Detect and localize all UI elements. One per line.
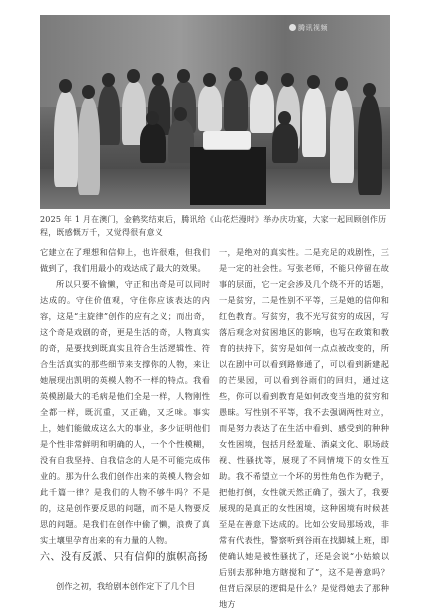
event-photo: [40, 15, 390, 209]
celebration-cake: [203, 131, 251, 149]
cake-table: [190, 147, 266, 205]
person-head: [152, 73, 164, 86]
person-head: [59, 79, 72, 93]
person-head: [281, 73, 294, 87]
person-head: [255, 71, 268, 85]
person-figure: [250, 83, 274, 133]
person-figure: [54, 91, 78, 187]
person-figure: [302, 87, 326, 157]
person-head: [174, 107, 187, 121]
person-head: [335, 77, 348, 91]
person-head: [278, 111, 291, 125]
tencent-video-logo-icon: [289, 24, 296, 31]
photo-caption: 2025 年 1 月在澳门，金鹤奖结束后，腾讯给《山花烂漫时》举办庆功宴，大家一起回顾创作历程，既感慨万千，又觉得很有意义: [40, 215, 387, 237]
left-paragraph-2: 所以只要不偷懒，守正和出奇是可以同时达成的。守住价值观，守住你应该表达的内容，这是“主旋律”创作的应有之义；而出奇，这个奇是戏剧的奇，更是生活的奇，人物真实的奇，是要找到既真实且符合生活逻辑性、符合生活真实的那些细节来支撑你的人物，来让她展现出凯明的英模人物不一样的特点。我看英模剧最大的毛病是他们全是一样，人物刚性全都一样，既沉重，又正确，又乏味。事实上，她们能做成这么大的事业，多少证明他们是个性非常鲜明和明确的人，一个个性模糊，没有自我坚持、自我信念的人是不可能完成伟业的。那为什么我们创作出来的英模人物会如此千篇一律？是我们的人物不够牛吗？不是的，这是创作要反思的问题，而不是人物要反思的问题。是我们在创作中偷了懒，浪费了真实土壤里孕育出来的有力量的人物。: [40, 279, 210, 545]
person-head: [229, 67, 242, 81]
person-figure: [224, 79, 248, 131]
person-head: [203, 73, 216, 87]
person-head: [363, 83, 376, 97]
person-figure: [78, 97, 100, 195]
person-head: [102, 73, 115, 87]
person-figure: [330, 89, 354, 183]
person-head: [127, 69, 140, 83]
person-figure: [140, 123, 166, 163]
person-head: [82, 85, 95, 99]
left-paragraph-1: 它建立在了理想和信仰上，也许很难，但我们做到了，我们用最小的戏达成了最大的效果。: [40, 247, 210, 273]
person-head: [146, 111, 159, 125]
photo-logo-text: 腾讯视频: [298, 24, 328, 32]
left-column: [40, 244, 210, 548]
person-head: [177, 69, 190, 83]
right-paragraph-1: 一，是绝对的真实性。二是充足的戏剧性，三是一定的社会性。写张老师，不能只停留在故事的层面，它一定会涉及几个绕不开的话题，一是贫穷，二是性别不平等，三是她的信仰和红色教育。写贫穷，我不光写贫穷的成因，写落后观念对贫困地区的影响，也写在政策和教育的扶持下，贫穷是如何一点点被改变的，所以在剧中可以看到路修通了，可以看到新建起的芒果园，可以看到谷雨们的回归，通过这些，你可以看到教育是如何改变当地的贫穷和愚昧。写性别不平等，我不去强调两性对立，而是努力表达了在生活中看到、感受到的种种女性困境，包括月经羞耻、酒桌文化、职场歧视、性骚扰等，展现了不同情境下的女性互助。我不希望立一个坏的男性角色作为靶子，把他打倒，女性就天然正确了，强大了，我要展现的是真正的女性困境，这种困境有时候甚至是在善意下达成的。比如公安局那场戏，非常有代表性，警察听到谷雨在找脚城上班，即使确认她是被性骚扰了，还是会说“小姑娘以后别去那种地方瞎搅和了”，这不是善意吗？但背后深层的逻辑是什么？是觉得她去了那种地方: [219, 247, 389, 609]
person-figure: [358, 95, 382, 195]
photo-logo: [289, 23, 328, 33]
person-figure: [198, 85, 222, 131]
person-figure: [272, 123, 298, 163]
person-figure: [98, 85, 120, 145]
last-paragraph: 创作之初，我给剧本创作定下了几个目: [56, 581, 196, 591]
person-head: [307, 75, 320, 89]
section-heading: 六、没有反派、只有信仰的旗帜高扬: [40, 552, 208, 563]
right-column: [219, 244, 389, 612]
